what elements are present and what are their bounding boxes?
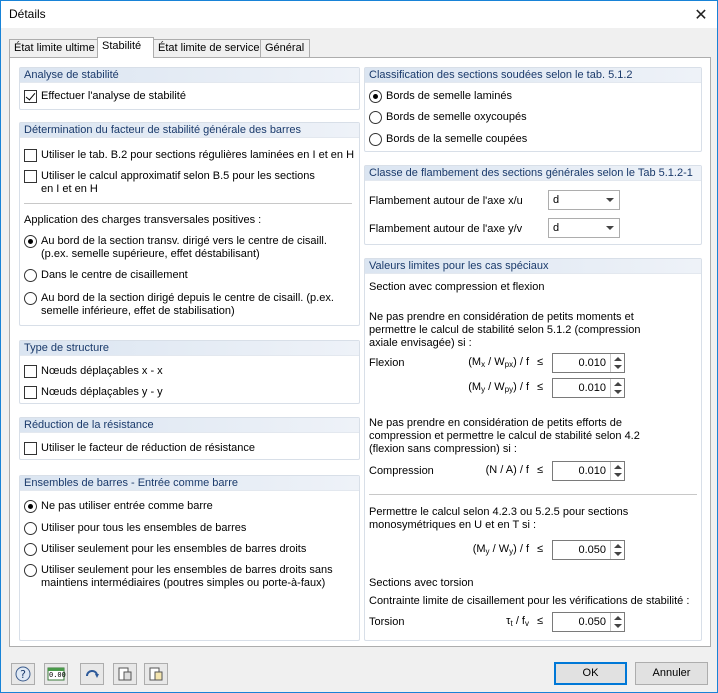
le-symbol: ≤ bbox=[537, 464, 544, 476]
spinner-buttons[interactable] bbox=[610, 462, 624, 480]
radio[interactable] bbox=[24, 292, 37, 305]
separator bbox=[369, 494, 697, 495]
separator bbox=[24, 203, 352, 204]
flambement-yv-select[interactable] bbox=[548, 218, 620, 238]
radio-label: Utiliser seulement pour les ensembles de barres droits bbox=[41, 543, 307, 555]
paragraph-line: Ne pas prendre en considération de petits moments et bbox=[369, 311, 634, 323]
spinner-value: 0.010 bbox=[578, 382, 606, 394]
contrainte-limite-label: Contrainte limite de cisaillement pour les vérifications de stabilité : bbox=[369, 595, 690, 607]
radio-label: Au bord de la section dirigé depuis le centre de cisaill. (p.ex. bbox=[41, 292, 334, 304]
flambement-xu-label: Flambement autour de l'axe x/u bbox=[369, 195, 523, 207]
spinner-value: 0.050 bbox=[578, 616, 606, 628]
formula-mx-wpx: $(M_x / W_{px})$ / f bbox=[468, 356, 529, 369]
chevron-up-icon[interactable] bbox=[614, 357, 622, 361]
checkbox-label-line2: en I et en H bbox=[41, 183, 98, 195]
flexion-x-spinner[interactable] bbox=[552, 353, 625, 373]
radio-label-line2: semelle inférieure, effet de stabilisation) bbox=[41, 305, 235, 317]
radio[interactable] bbox=[24, 522, 37, 535]
group-classe-flambement bbox=[364, 165, 702, 245]
tab-general[interactable]: Général bbox=[260, 39, 310, 57]
le-symbol: ≤ bbox=[537, 543, 544, 555]
group-header: Classe de flambement des sections générales selon le Tab 5.1.2-1 bbox=[365, 166, 701, 181]
radio[interactable] bbox=[24, 543, 37, 556]
radio-checked[interactable] bbox=[24, 500, 37, 513]
stabilite-panel bbox=[9, 57, 711, 647]
sections-torsion-label: Sections avec torsion bbox=[369, 577, 474, 589]
torsion-spinner[interactable] bbox=[552, 612, 625, 632]
chevron-down-icon bbox=[606, 198, 614, 202]
checkbox-checked[interactable] bbox=[24, 90, 37, 103]
checkbox-label: Effectuer l'analyse de stabilité bbox=[41, 90, 186, 102]
checkbox[interactable] bbox=[24, 170, 37, 183]
paragraph-line: axiale envisagée) si : bbox=[369, 337, 472, 349]
radio-label: Dans le centre de cisaillement bbox=[41, 269, 188, 281]
radio[interactable] bbox=[369, 111, 382, 124]
group-facteur-stabilite bbox=[19, 122, 360, 326]
compression-spinner[interactable] bbox=[552, 461, 625, 481]
group-analyse-stabilite bbox=[19, 67, 360, 110]
radio-label: Bords de semelle oxycoupés bbox=[386, 111, 527, 123]
select-value: d bbox=[553, 222, 560, 234]
group-header: Ensembles de barres - Entrée comme barre bbox=[20, 476, 359, 491]
ok-button[interactable]: OK bbox=[554, 662, 627, 685]
radio[interactable] bbox=[369, 133, 382, 146]
chevron-down-icon[interactable] bbox=[614, 624, 622, 628]
flambement-xu-select[interactable] bbox=[548, 190, 620, 210]
le-symbol: ≤ bbox=[537, 615, 544, 627]
section-compression-flexion-label: Section avec compression et flexion bbox=[369, 281, 545, 293]
paragraph-line: Ne pas prendre en considération de petits efforts de bbox=[369, 417, 622, 429]
radio-label-line2: (p.ex. semelle supérieure, effet déstabilisant) bbox=[41, 248, 260, 260]
le-symbol: ≤ bbox=[537, 356, 544, 368]
paragraph-line: Permettre le calcul selon 4.2.3 ou 5.2.5 pour sections bbox=[369, 506, 629, 518]
checkbox-label: Utiliser le tab. B.2 pour sections régulières laminées en I et en H bbox=[41, 149, 355, 161]
group-header: Type de structure bbox=[20, 341, 359, 356]
paragraph-line: (flexion sans compression) si : bbox=[369, 443, 517, 455]
reset-arrow-icon[interactable] bbox=[80, 663, 104, 685]
checkbox-label: Utiliser le facteur de réduction de résistance bbox=[41, 442, 255, 454]
torsion-label: Torsion bbox=[369, 616, 405, 628]
formula-tau-fv: $\tau_t / f_v$ bbox=[506, 615, 529, 628]
spinner-value: 0.010 bbox=[578, 465, 606, 477]
radio[interactable] bbox=[24, 269, 37, 282]
checkbox[interactable] bbox=[24, 442, 37, 455]
radio[interactable] bbox=[24, 564, 37, 577]
chevron-up-icon[interactable] bbox=[614, 616, 622, 620]
monosym-spinner[interactable] bbox=[552, 540, 625, 560]
paragraph-line: monosymétriques en U et en T si : bbox=[369, 519, 537, 531]
group-header: Détermination du facteur de stabilité générale des barres bbox=[20, 123, 359, 138]
chevron-down-icon bbox=[606, 226, 614, 230]
radio-label: Bords de semelle laminés bbox=[386, 90, 512, 102]
spinner-buttons[interactable] bbox=[610, 354, 624, 372]
checkbox[interactable] bbox=[24, 386, 37, 399]
spinner-value: 0.050 bbox=[578, 544, 606, 556]
compression-label: Compression bbox=[369, 465, 434, 477]
paragraph-line: permettre le calcul de stabilité selon 5.1.2 (compression bbox=[369, 324, 641, 336]
group-header: Réduction de la résistance bbox=[20, 418, 359, 433]
group-header: Valeurs limites pour les cas spéciaux bbox=[365, 259, 701, 274]
spinner-buttons[interactable] bbox=[610, 379, 624, 397]
checkbox[interactable] bbox=[24, 149, 37, 162]
chevron-down-icon[interactable] bbox=[614, 365, 622, 369]
cancel-button[interactable]: Annuler bbox=[635, 662, 708, 685]
checkbox-label: Utiliser le calcul approximatif selon B.5 pour les sections bbox=[41, 170, 315, 182]
group-ensembles-barres bbox=[19, 475, 360, 641]
export-icon[interactable] bbox=[113, 663, 137, 685]
checkbox[interactable] bbox=[24, 365, 37, 378]
group-header: Analyse de stabilité bbox=[20, 68, 359, 83]
group-reduction-resistance bbox=[19, 417, 360, 460]
group-header: Classification des sections soudées selon le tab. 5.1.2 bbox=[365, 68, 701, 83]
flexion-y-spinner[interactable] bbox=[552, 378, 625, 398]
spinner-buttons[interactable] bbox=[610, 541, 624, 559]
radio-label: Bords de la semelle coupées bbox=[386, 133, 528, 145]
radio-label: Utiliser seulement pour les ensembles de barres droits sans bbox=[41, 564, 333, 576]
spinner-value: 0.010 bbox=[578, 357, 606, 369]
units-decimals-icon[interactable] bbox=[44, 663, 68, 685]
help-icon[interactable] bbox=[11, 663, 35, 685]
radio-checked[interactable] bbox=[369, 90, 382, 103]
tab-stabilite[interactable]: Stabilité bbox=[97, 37, 154, 58]
tab-etat-limite-ultime[interactable]: État limite ultime bbox=[9, 39, 98, 57]
group-classification-sections bbox=[364, 67, 702, 152]
chevron-up-icon[interactable] bbox=[614, 382, 622, 386]
import-icon[interactable] bbox=[144, 663, 168, 685]
formula-n-a: (N / A) / f bbox=[485, 464, 529, 476]
select-value: d bbox=[553, 194, 560, 206]
group-type-structure bbox=[19, 340, 360, 404]
radio-checked[interactable] bbox=[24, 235, 37, 248]
chevron-down-icon[interactable] bbox=[614, 390, 622, 394]
checkbox-label: Nœuds déplaçables x - x bbox=[41, 365, 163, 377]
tab-etat-limite-de-service[interactable]: État limite de service bbox=[153, 39, 261, 57]
spinner-buttons[interactable] bbox=[610, 613, 624, 631]
le-symbol: ≤ bbox=[537, 381, 544, 393]
radio-label: Utiliser pour tous les ensembles de barres bbox=[41, 522, 247, 534]
units-icon-text: 0.00 bbox=[49, 671, 66, 679]
chevron-up-icon[interactable] bbox=[614, 544, 622, 548]
chevron-up-icon[interactable] bbox=[614, 465, 622, 469]
application-label: Application des charges transversales positives : bbox=[24, 214, 262, 226]
flambement-yv-label: Flambement autour de l'axe y/v bbox=[369, 223, 523, 235]
title-bar bbox=[1, 1, 717, 28]
paragraph-line: compression et permettre le calcul de stabilité selon 4.2 bbox=[369, 430, 640, 442]
chevron-down-icon[interactable] bbox=[614, 552, 622, 556]
formula-my-wpy: $(M_y / W_{py})$ / f bbox=[468, 381, 529, 394]
radio-label-line2: maintiens intermédiaires (poutres simples ou porte-à-faux) bbox=[41, 577, 326, 589]
window-title: Détails bbox=[9, 7, 46, 21]
checkbox-label: Nœuds déplaçables y - y bbox=[41, 386, 163, 398]
close-icon[interactable]: ✕ bbox=[694, 6, 708, 24]
chevron-down-icon[interactable] bbox=[614, 473, 622, 477]
flexion-label: Flexion bbox=[369, 357, 405, 369]
formula-my-wy: $(M_y / W_y)$ / f bbox=[472, 543, 529, 556]
svg-text:?: ? bbox=[20, 668, 26, 681]
radio-label: Ne pas utiliser entrée comme barre bbox=[41, 500, 213, 512]
radio-label: Au bord de la section transv. dirigé vers le centre de cisaill. bbox=[41, 235, 327, 247]
group-valeurs-limites bbox=[364, 258, 702, 641]
